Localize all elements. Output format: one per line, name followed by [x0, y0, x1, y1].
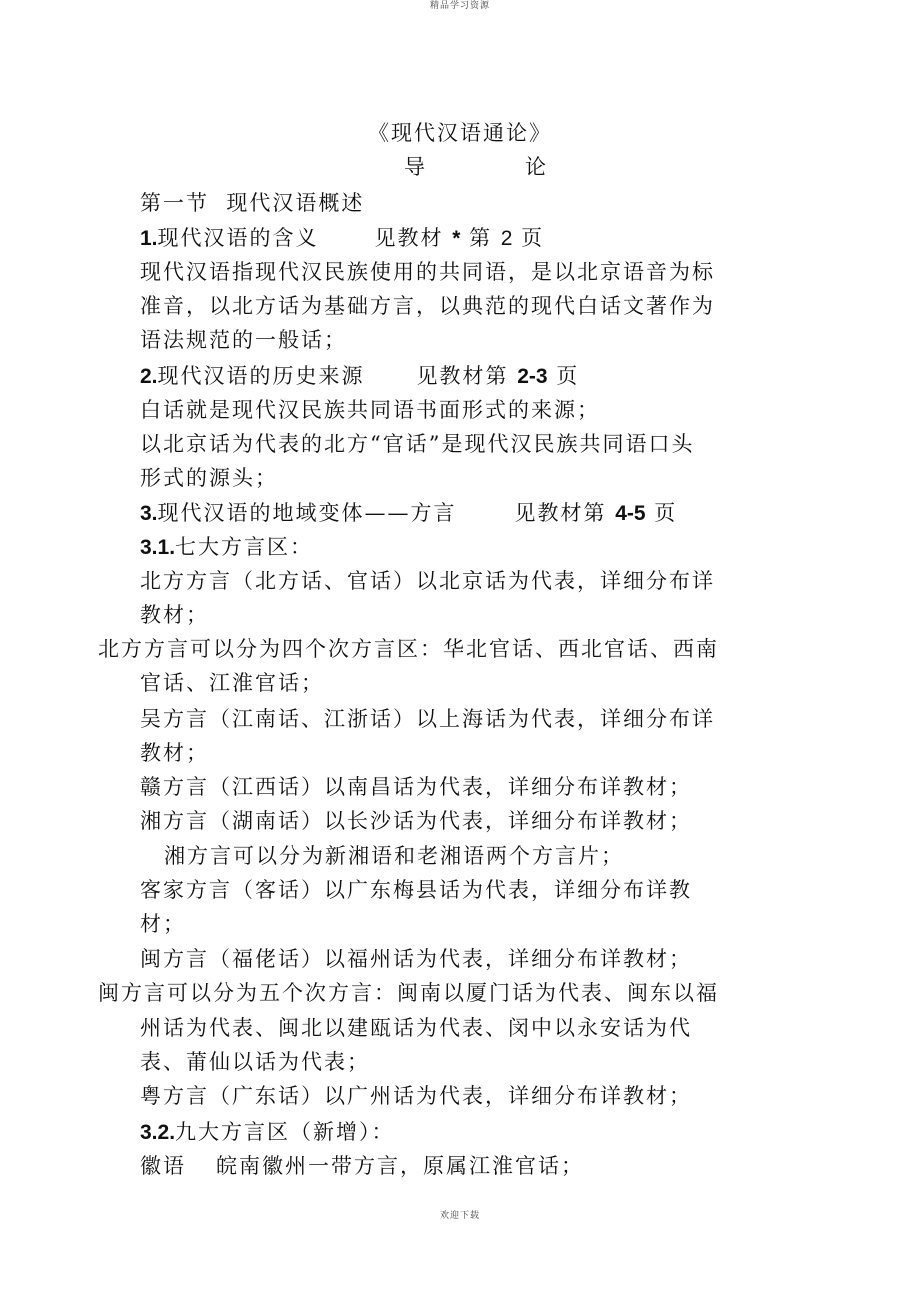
body-line: 官话、江淮官话； — [140, 671, 324, 695]
chapter-title: 导 论 — [403, 155, 549, 179]
subheading-3-2 — [140, 1115, 395, 1150]
reference-text: 页 — [512, 226, 545, 250]
body-line: 北方方言可以分为四个次方言区：华北官话、西北官话、西南 — [98, 637, 719, 661]
page-number: 4-5 — [615, 502, 646, 525]
page-header: 精品学习资源 — [429, 1, 490, 11]
heading-text: 现代汉语的地域变体——方言 — [157, 501, 457, 525]
asterisk: * — [452, 227, 461, 250]
paragraph-line: 形式的源头； — [140, 466, 278, 490]
paragraph-line: 语法规范的一般话； — [140, 328, 347, 352]
page-number: 2-3 — [517, 365, 548, 388]
body-line: 吴方言（江南话、江浙话）以上海话为代表，详细分布详 — [140, 707, 715, 731]
paragraph-line: 以北京话为代表的北方“官话”是现代汉民族共同语口头 — [140, 432, 695, 456]
section-heading: 第一节 现代汉语概述 — [140, 191, 365, 215]
heading-text: 九大方言区（新增）： — [175, 1120, 395, 1144]
document-title: 《现代汉语通论》 — [368, 121, 552, 145]
subheading-3-1 — [140, 530, 313, 565]
body-line: 材； — [140, 912, 186, 936]
heading-number: 2. — [140, 365, 158, 388]
heading-number: 1. — [140, 227, 158, 250]
heading-number: 3.1. — [140, 536, 176, 559]
dialect-entry — [140, 1149, 584, 1183]
reference-text: 第 — [460, 226, 501, 250]
body-line: 赣方言（江西话）以南昌话为代表，详细分布详教材； — [140, 775, 692, 799]
body-line: 客家方言（客话）以广东梅县话为代表，详细分布详教 — [140, 878, 692, 902]
reference-text: 见教材第 — [416, 364, 518, 388]
paragraph-line: 白话就是现代汉民族共同语书面形式的来源； — [140, 398, 600, 422]
heading-3 — [140, 496, 677, 531]
reference-text: 页 — [645, 501, 678, 525]
dialect-term: 徽语 — [140, 1154, 186, 1178]
body-line: 闽方言可以分为五个次方言：闽南以厦门话为代表、闽东以福 — [98, 981, 719, 1005]
reference-text: 页 — [547, 364, 580, 388]
body-line: 北方方言（北方话、官话）以北京话为代表，详细分布详 — [140, 569, 715, 593]
heading-text: 七大方言区： — [175, 535, 314, 559]
body-line: 闽方言（福佬话）以福州话为代表，详细分布详教材； — [140, 947, 692, 971]
paragraph-line: 现代汉语指现代汉民族使用的共同语，是以北京语音为标 — [140, 260, 715, 284]
heading-number: 3. — [140, 502, 158, 525]
heading-1 — [140, 221, 544, 256]
heading-2 — [140, 359, 579, 394]
dialect-description: 皖南徽州一带方言，原属江淮官话； — [216, 1154, 584, 1178]
body-line: 粤方言（广东话）以广州话为代表，详细分布详教材； — [140, 1084, 692, 1108]
body-line: 州话为代表、闽北以建瓯话为代表、闵中以永安话为代 — [140, 1016, 692, 1040]
reference-text: 见教材 — [374, 226, 453, 250]
page-number: 2 — [500, 227, 513, 250]
body-line: 教材； — [140, 741, 209, 765]
heading-text: 现代汉语的含义 — [157, 226, 319, 250]
body-line: 湘方言可以分为新湘语和老湘语两个方言片； — [164, 844, 624, 868]
reference-text: 见教材第 — [514, 501, 616, 525]
page-footer: 欢迎下载 — [439, 1211, 480, 1221]
heading-text: 现代汉语的历史来源 — [157, 364, 365, 388]
heading-number: 3.2. — [140, 1121, 176, 1144]
paragraph-line: 准音，以北方话为基础方言，以典范的现代白话文著作为 — [140, 294, 715, 318]
body-line: 表、莆仙以话为代表； — [140, 1050, 370, 1074]
body-line: 湘方言（湖南话）以长沙话为代表，详细分布详教材； — [140, 809, 692, 833]
body-line: 教材； — [140, 603, 209, 627]
